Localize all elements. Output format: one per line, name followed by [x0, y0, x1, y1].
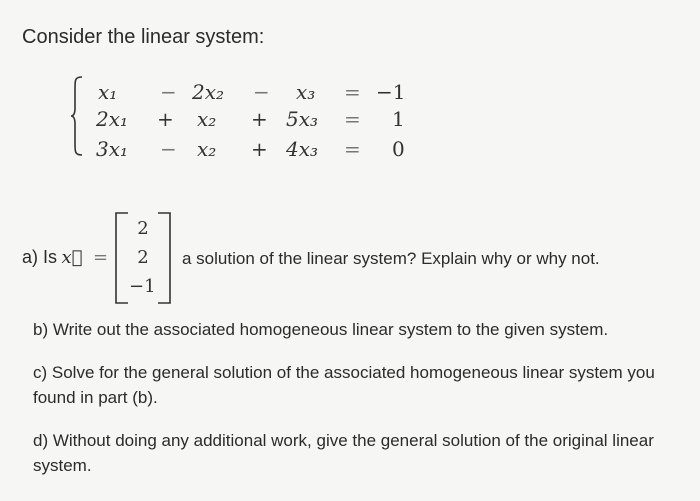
- row3-rhs: 0: [392, 137, 405, 161]
- row3-op1: −: [160, 137, 177, 161]
- row3-term3: 4x₃: [286, 137, 319, 161]
- left-brace: [70, 76, 84, 156]
- part-a-label: a) Is: [22, 247, 58, 267]
- vector-entry-2: 2: [137, 247, 149, 268]
- matrix-left-bracket: [114, 212, 130, 304]
- matrix-right-bracket: [156, 212, 172, 304]
- row3-equals: =: [344, 137, 361, 161]
- row1-term3: x₃: [296, 80, 316, 104]
- part-d-question: d) Without doing any additional work, give the general solution of the original linear system.: [33, 431, 654, 475]
- row2-term2: x₂: [197, 107, 217, 131]
- vector-entry-1: 2: [137, 218, 149, 239]
- row3-op2: +: [251, 137, 268, 161]
- vector-entry-3: −1: [129, 276, 156, 297]
- row2-rhs: 1: [392, 107, 405, 131]
- row2-term3: 5x₃: [286, 107, 319, 131]
- row1-rhs: −1: [376, 80, 406, 104]
- row1-op2: −: [253, 80, 270, 104]
- row2-term1: 2x₁: [96, 107, 129, 131]
- part-b-question: b) Write out the associated homogeneous linear system to the given system.: [33, 320, 609, 339]
- part-a-prefix: [22, 247, 108, 268]
- row1-op1: −: [160, 80, 177, 104]
- linear-system: [0, 0, 700, 175]
- part-c-question: c) Solve for the general solution of the associated homogeneous linear system you found in part (b).: [33, 363, 655, 407]
- row2-op1: +: [157, 107, 174, 131]
- row2-op2: +: [251, 107, 268, 131]
- row1-term2: 2x₂: [192, 80, 225, 104]
- row3-term1: 3x₁: [96, 137, 129, 161]
- part-a-question: a solution of the linear system? Explain why or why not.: [182, 249, 600, 268]
- vector-equals: =: [92, 247, 109, 268]
- row1-term1: x₁: [98, 80, 118, 104]
- row2-equals: =: [344, 107, 361, 131]
- vector-symbol: x⃗: [61, 247, 83, 268]
- problem-intro: Consider the linear system:: [22, 26, 265, 48]
- row1-equals: =: [344, 80, 361, 104]
- row3-term2: x₂: [197, 137, 217, 161]
